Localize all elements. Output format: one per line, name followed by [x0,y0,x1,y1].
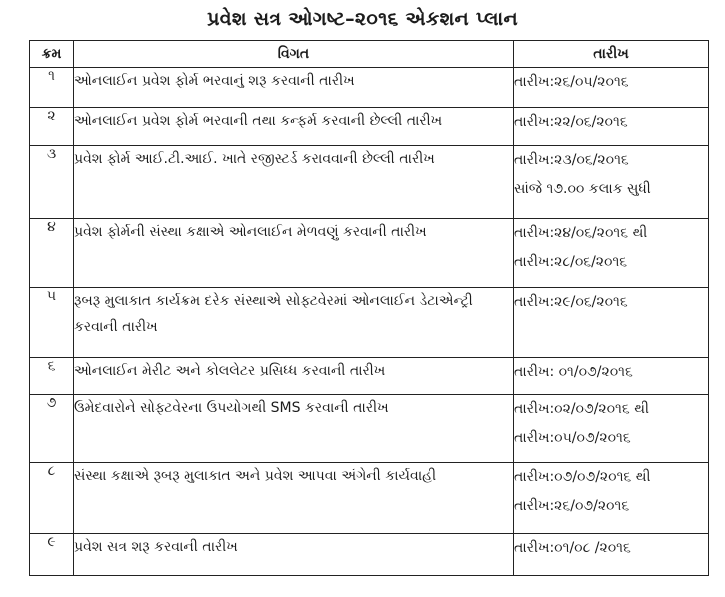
row-detail: ઉમેદવારોને સોફ્ટવેરના ઉપયોગથી SMS કરવાની તારીખ [74,395,514,463]
row-number: ૮ [30,463,74,534]
row-number: ૭ [30,395,74,463]
column-header-date: તારીખ [514,41,709,68]
date-line-1: તારીખ:૦૧/૦૮ /૨૦૧૬ [514,540,631,556]
row-date [514,108,709,146]
date-line-2: સાંજે ૧૭.૦૦ કલાક સુધી [514,181,651,197]
date-line-2: તારીખ:૨૬/૦૭/૨૦૧૬ [514,498,630,514]
column-header-serial: ક્રમ [30,41,74,68]
row-date [514,395,709,463]
date-line-1: તારીખ:૦૭/૦૭/૨૦૧૬ થી [514,469,651,485]
row-number: ૧ [30,68,74,108]
row-number: ૯ [30,534,74,576]
date-line-2: તારીખ:૨૮/૦૬/૨૦૧૬ [514,254,628,270]
table-row [30,358,709,395]
action-plan-table [29,40,709,576]
table-row [30,395,709,463]
row-date [514,358,709,395]
row-date [514,68,709,108]
row-date [514,534,709,576]
row-detail: રૂબરૂ મુલાકાત કાર્યક્રમ દરેક સંસ્થાએ સોફ્ટવેરમાં ઓનલાઈન ડેટાએન્ટ્રી કરવાની તારીખ [74,288,514,358]
date-line-1: તારીખ:૨૨/૦૬/૨૦૧૬ [514,114,628,130]
table-row [30,463,709,534]
row-detail: પ્રવેશ ફોર્મ આઈ.ટી.આઈ. ખાતે રજીસ્ટર્ડ કરાવવાની છેલ્લી તારીખ [74,146,514,219]
date-line-1: તારીખ: ૦૧/૦૭/૨૦૧૬ [514,364,633,380]
column-header-detail: વિગત [74,41,514,68]
row-detail: પ્રવેશ ફોર્મની સંસ્થા કક્ષાએ ઓનલાઈન મેળવણું કરવાની તારીખ [74,219,514,288]
date-line-2: તારીખ:૦૫/૦૭/૨૦૧૬ [514,430,631,446]
row-date [514,146,709,219]
row-number: ૪ [30,219,74,288]
row-detail: ઓનલાઈન પ્રવેશ ફોર્મ ભરવાની તથા કન્ફર્મ કરવાની છેલ્લી તારીખ [74,108,514,146]
date-line-1: તારીખ:૨૪/૦૬/૨૦૧૬ થી [514,225,648,241]
table-row [30,534,709,576]
row-number: ૩ [30,146,74,219]
page-title: પ્રવેશ સત્ર ઓગષ્ટ–૨૦૧૬ એકશન પ્લાન [207,8,518,30]
date-line-1: તારીખ:૦૨/૦૭/૨૦૧૬ થી [514,401,649,417]
table-row [30,108,709,146]
table-row [30,146,709,219]
row-date [514,288,709,358]
row-detail: ઓનલાઈન મેરીટ અને કોલલેટર પ્રસિધ્ધ કરવાની તારીખ [74,358,514,395]
row-detail: પ્રવેશ સત્ર શરૂ કરવાની તારીખ [74,534,514,576]
row-detail: ઓનલાઈન પ્રવેશ ફોર્મ ભરવાનું શરૂ કરવાની તારીખ [74,68,514,108]
table-header-row [30,41,709,68]
date-line-1: તારીખ:૨૩/૦૬/૨૦૧૬ [514,152,629,168]
row-detail: સંસ્થા કક્ષાએ રૂબરૂ મુલાકાત અને પ્રવેશ આપવા અંગેની કાર્યવાહી [74,463,514,534]
row-date [514,463,709,534]
table-row [30,288,709,358]
row-number: ૫ [30,288,74,358]
row-number: ૬ [30,358,74,395]
date-line-1: તારીખ:૨૯/૦૬/૨૦૧૬ [514,294,628,310]
table-row [30,219,709,288]
row-number: ૨ [30,108,74,146]
row-date [514,219,709,288]
date-line-1: તારીખ:૨૬/૦૫/૨૦૧૬ [514,74,629,90]
table-row [30,68,709,108]
